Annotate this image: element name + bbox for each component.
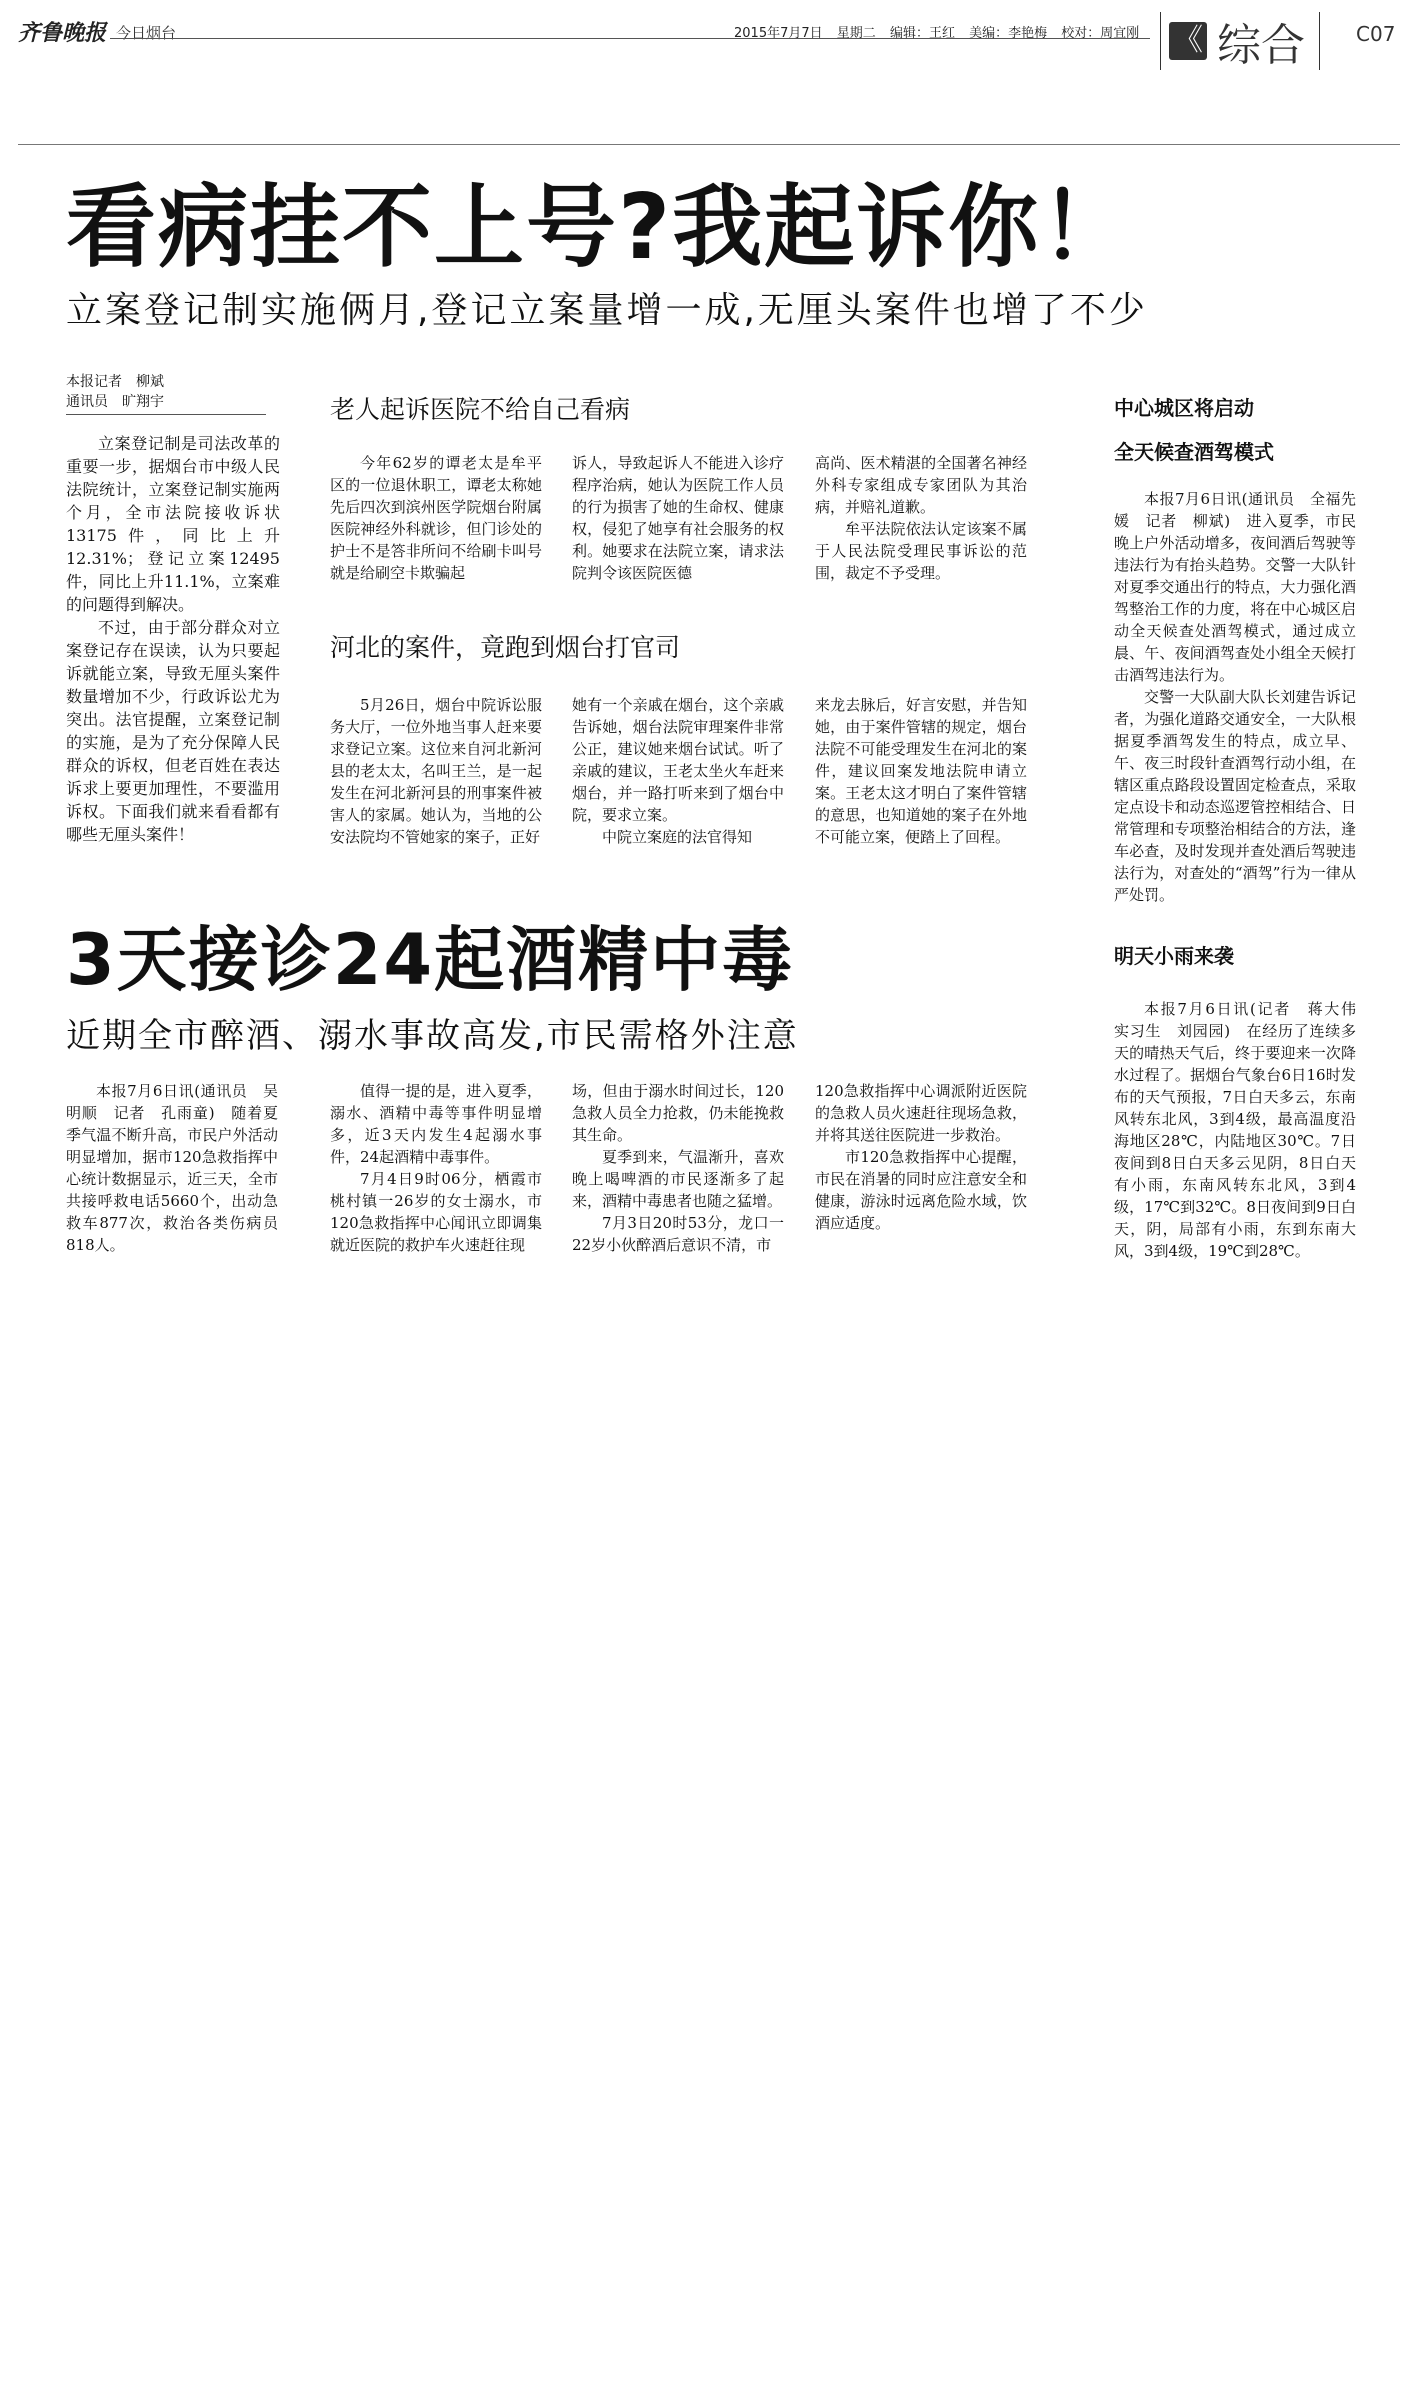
proof-credit: 校对：周宜刚	[1061, 26, 1140, 41]
issue-date: 2015年7月7日	[734, 26, 823, 41]
paragraph: 夏季到来，气温渐升，喜欢晚上喝啤酒的市民逐渐多了起来，酒精中毒患者也随之猛增。	[572, 1148, 784, 1210]
sub1-title: 老人起诉医院不给自己看病	[330, 395, 631, 424]
paragraph: 立案登记制是司法改革的重要一步，据烟台市中级人民法院统计，立案登记制实施两个月，全市法院接收诉状13175件，同比上升12.31%；登记立案12495件，同比上升11.1%，立案难的问题得到解决。	[66, 434, 280, 614]
sub2-title: 河北的案件，竟跑到烟台打官司	[330, 633, 681, 662]
paragraph: 本报7月6日讯(记者 蒋大伟 实习生 刘园园) 在经历了连续多天的晴热天气后，终于要迎来一次降水过程了。据烟台气象台6日16时发布的天气预报，7日白天多云，东南风转东北风，3到4级，最高温度沿海地区28℃，内陆地区30℃。7日夜间到8日白天多云见阴，8日白天有小雨，东南风转东北风，3到4级，17℃到32℃。8日夜间到9日白天，阴，局部有小雨，东到东南大风，3到4级，19℃到28℃。	[1114, 1000, 1372, 1260]
paragraph: 120急救指挥中心调派附近医院的急救人员火速赶往现场急救，并将其送往医院进一步救治。	[815, 1082, 1027, 1144]
editor-credit: 编辑：王红	[889, 26, 955, 41]
masthead-logo: 齐鲁晚报	[18, 21, 107, 46]
article1-subhead: 立案登记制实施俩月,登记立案量增一成,无厘头案件也增了不少	[66, 290, 1148, 331]
sub1-column-1	[330, 452, 542, 584]
sub1-column-2	[572, 452, 784, 584]
article2-column-1	[66, 1080, 278, 1256]
article1-byline	[66, 372, 266, 412]
article2-column-3	[572, 1080, 784, 1256]
paragraph: 场，但由于溺水时间过长，120急救人员全力抢救，仍未能挽救其生命。	[572, 1082, 784, 1144]
top-divider	[18, 144, 1400, 145]
section-box	[1160, 12, 1320, 70]
paragraph: 7月3日20时53分，龙口一22岁小伙醉酒后意识不清，市	[572, 1214, 784, 1254]
sub2-column-2	[572, 694, 784, 848]
byline-reporter: 本报记者 柳斌	[66, 374, 164, 390]
sidebar-news1-title-line1: 中心城区将启动	[1114, 396, 1254, 420]
sub1-column-3	[815, 452, 1027, 584]
sidebar-news1-title-line2: 全天候查酒驾模式	[1114, 440, 1274, 464]
article1-headline: 看病挂不上号?我起诉你！	[66, 175, 1133, 280]
sidebar-news2-title: 明天小雨来袭	[1114, 944, 1234, 968]
article2-headline: 3天接诊24起酒精中毒	[66, 919, 795, 1001]
section-local-label: 今日烟台	[116, 24, 177, 42]
art-editor-credit: 美编：李艳梅	[969, 26, 1048, 41]
paragraph: 值得一提的是，进入夏季，溺水、酒精中毒等事件明显增多，近3天内发生4起溺水事件，24起酒精中毒事件。	[330, 1082, 542, 1166]
paragraph: 来龙去脉后，好言安慰，并告知她，由于案件管辖的规定，烟台法院不可能受理发生在河北的案件，建议回案发地法院申请立案。王老太这才明白了案件管辖的意思，也知道她的案子在外地不可能立案，便踏上了回程。	[815, 696, 1027, 846]
paragraph: 不过，由于部分群众对立案登记存在误读，认为只要起诉就能立案，导致无厘头案件数量增加不少，行政诉讼尤为突出。法官提醒，立案登记制的实施，是为了充分保障人民群众的诉权，但老百姓在表达诉求上要更加理性，不要滥用诉权。下面我们就来看看都有哪些无厘头案件！	[66, 618, 280, 844]
sidebar-news1-body	[1114, 488, 1356, 906]
sub2-column-1	[330, 694, 542, 848]
paragraph: 本报7月6日讯(通讯员 吴明顺 记者 孔雨童) 随着夏季气温不断升高，市民户外活动明显增加，据市120急救指挥中心统计数据显示，近三天，全市共接呼救电话5660个，出动急救车877次，救治各类伤病员818人。	[66, 1082, 278, 1254]
article2-subhead: 近期全市醉酒、溺水事故高发,市民需格外注意	[66, 1016, 799, 1056]
paragraph: 她有一个亲戚在烟台，这个亲戚告诉她，烟台法院审理案件非常公正，建议她来烟台试试。听了亲戚的建议，王老太坐火车赶来烟台，并一路打听来到了烟台中院，要求立案。	[572, 696, 784, 824]
byline-correspondent: 通讯员 旷翔宇	[66, 394, 164, 410]
section-title: 综合	[1217, 20, 1305, 71]
paragraph: 交警一大队副大队长刘建告诉记者，为强化道路交通安全，一大队根据夏季酒驾发生的特点，成立早、午、夜三时段针查酒驾行动小组，在辖区重点路段设置固定检查点，采取定点设卡和动态巡逻管控相结合、日常管理和专项整治相结合的方法，逢车必查，及时发现并查处酒后驾驶违法行为，对查处的“酒驾”行为一律从严处罚。	[1114, 688, 1356, 904]
paragraph: 中院立案庭的法官得知	[602, 828, 753, 846]
article2-column-4	[815, 1080, 1027, 1234]
paragraph: 7月4日9时06分，栖霞市桃村镇一26岁的女士溺水，市120急救指挥中心闻讯立即调集就近医院的救护车火速赶往现	[330, 1170, 542, 1254]
paragraph: 诉人，导致起诉人不能进入诊疗程序治病，她认为医院工作人员的行为损害了她的生命权、健康权，侵犯了她享有社会服务的权利。她要求在法院立案，请求法院判令该医院医德	[572, 454, 784, 582]
paragraph: 本报7月6日讯(通讯员 全福先媛 记者 柳斌) 进入夏季，市民晚上户外活动增多，夜间酒后驾驶等违法行为有抬头趋势。交警一大队针对夏季交通出行的特点，大力强化酒驾整治工作的力度，将在中心城区启动全天候查处酒驾模式，通过成立晨、午、夜间酒驾查处小组全天候打击酒驾违法行为。	[1114, 490, 1356, 684]
paragraph: 牟平法院依法认定该案不属于人民法院受理民事诉讼的范围，裁定不予受理。	[815, 520, 1027, 582]
paragraph: 高尚、医术精湛的全国著名神经外科专家组成专家团队为其治病，并赔礼道歉。	[815, 454, 1027, 516]
sub2-column-3	[815, 694, 1027, 848]
article1-intro	[66, 432, 280, 846]
paragraph: 今年62岁的谭老太是牟平区的一位退休职工，谭老太称她先后四次到滨州医学院烟台附属医院神经外科就诊，但门诊处的护士不是答非所问不给刷卡叫号就是给刷空卡欺骗起	[330, 454, 542, 582]
paragraph: 市120急救指挥中心提醒，市民在消暑的同时应注意安全和健康，游泳时远离危险水域，饮酒应适度。	[815, 1148, 1027, 1232]
page-number: C07	[1356, 22, 1396, 46]
paragraph: 5月26日，烟台中院诉讼服务大厅，一位外地当事人赶来要求登记立案。这位来自河北新河县的老太太，名叫王兰，是一起发生在河北新河县的刑事案件被害人的家属。她认为，当地的公安法院均不管她家的案子，正好	[330, 696, 542, 846]
chevron-left-icon: 《	[1169, 22, 1207, 60]
article2-column-2	[330, 1080, 542, 1256]
header-meta	[734, 22, 1149, 41]
issue-weekday: 星期二	[836, 26, 876, 41]
byline-rule	[66, 414, 266, 415]
sidebar-news2-body	[1114, 998, 1372, 1262]
